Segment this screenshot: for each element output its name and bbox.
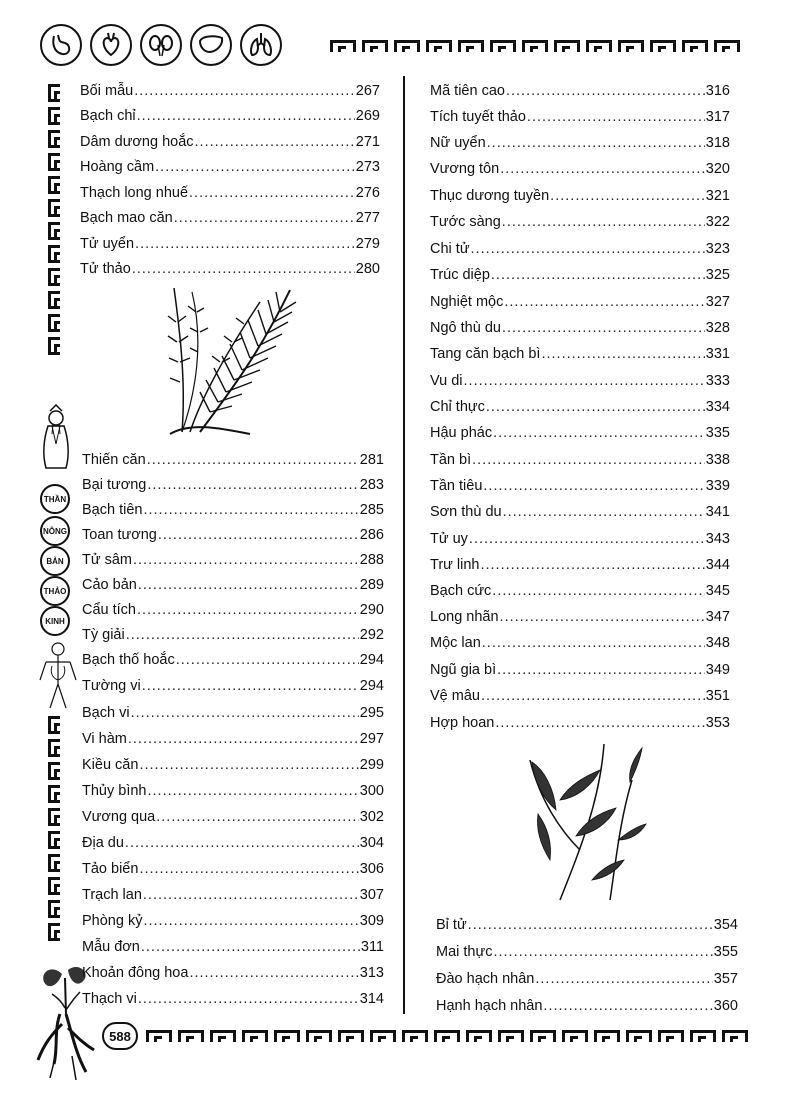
list-item: Cẩu tích ..... 290 (82, 601, 384, 619)
list-item: Vi hàm ..... 297 (82, 730, 384, 748)
side-badge-ban: BẢN (40, 546, 70, 576)
list-item: Trúc diệp ..... 325 (430, 266, 730, 284)
list-item: Tử uy ..... 343 (430, 530, 730, 548)
stomach-icon (40, 24, 82, 66)
list-item: Mai thực ..... 355 (436, 943, 738, 961)
top-border-pattern (330, 40, 740, 54)
list-item: Toan tương ..... 286 (82, 526, 384, 544)
list-item: Bạch mao căn ..... 277 (80, 209, 380, 227)
list-item: Vu di ..... 333 (430, 372, 730, 390)
list-item: Mã tiên cao ..... 316 (430, 82, 730, 100)
list-item: Bạch thố hoắc ..... 294 (82, 651, 384, 669)
ginseng-root-illustration (32, 964, 100, 1084)
list-item: Chỉ thực ..... 334 (430, 398, 730, 416)
list-item: Tang căn bạch bì ..... 331 (430, 345, 730, 363)
list-item: Bạch vi ..... 295 (82, 704, 384, 722)
bottom-border-pattern (146, 1030, 748, 1044)
anatomy-figure-icon (36, 640, 80, 710)
lungs-icon (240, 24, 282, 66)
list-item: Tử sâm ..... 288 (82, 551, 384, 569)
list-item: Chi tử ..... 323 (430, 240, 730, 258)
side-badge-nong: NÔNG (40, 516, 70, 546)
list-item: Ngô thù du ..... 328 (430, 319, 730, 337)
list-item: Tần bì ..... 338 (430, 451, 730, 469)
list-item: Bạch tiên ..... 285 (82, 501, 384, 519)
list-item: Long nhãn ..... 347 (430, 608, 730, 626)
list-item: Phòng kỷ ..... 309 (82, 912, 384, 930)
list-item: Hạnh hạch nhân ..... 360 (436, 997, 738, 1015)
list-item: Thủy bình ..... 300 (82, 782, 384, 800)
list-item: Thạch vi ..... 314 (82, 990, 384, 1008)
list-item: Vệ mâu ..... 351 (430, 687, 730, 705)
list-item: Nghiệt mộc ..... 327 (430, 293, 730, 311)
list-item: Bối mẫu ..... 267 (80, 82, 380, 100)
list-item: Hợp hoan ..... 353 (430, 714, 730, 732)
list-item: Bỉ tử ..... 354 (436, 916, 738, 934)
list-item: Địa du ..... 304 (82, 834, 384, 852)
list-item: Mộc lan ..... 348 (430, 634, 730, 652)
list-item: Trạch lan ..... 307 (82, 886, 384, 904)
list-item: Bại tương ..... 283 (82, 476, 384, 494)
organ-icon-row (40, 24, 282, 66)
column-divider (403, 76, 405, 1014)
list-item: Trư linh ..... 344 (430, 556, 730, 574)
list-item: Cảo bản ..... 289 (82, 576, 384, 594)
list-item: Kiều căn ..... 299 (82, 756, 384, 774)
side-badge-than: THẦN (40, 484, 70, 514)
list-item: Tần tiêu ..... 339 (430, 477, 730, 495)
page-number: 588 (102, 1022, 138, 1050)
list-item: Tích tuyết thảo ..... 317 (430, 108, 730, 126)
kidney-icon (140, 24, 182, 66)
list-item: Đào hạch nhân ..... 357 (436, 970, 738, 988)
list-item: Tường vi ..... 294 (82, 677, 384, 695)
list-item: Vương qua ..... 302 (82, 808, 384, 826)
list-item: Nữ uyển ..... 318 (430, 134, 730, 152)
side-badge-kinh: KINH (40, 606, 70, 636)
list-item: Dâm dương hoắc ..... 271 (80, 133, 380, 151)
scholar-figure-icon (38, 404, 74, 470)
list-item: Tước sàng ..... 322 (430, 213, 730, 231)
plant-branch-illustration (520, 740, 650, 910)
list-item: Sơn thù du ..... 341 (430, 503, 730, 521)
list-item: Tảo biển ..... 306 (82, 860, 384, 878)
liver-icon (190, 24, 232, 66)
list-item: Thiến căn ..... 281 (82, 451, 384, 469)
list-item: Thục dương tuyền ..... 321 (430, 187, 730, 205)
side-badge-thao: THẢO (40, 576, 70, 606)
list-item: Hậu phác ..... 335 (430, 424, 730, 442)
list-item: Vương tôn ..... 320 (430, 160, 730, 178)
left-border-pattern-lower (48, 716, 62, 941)
heart-icon (90, 24, 132, 66)
list-item: Bạch cức ..... 345 (430, 582, 730, 600)
list-item: Mẫu đơn ..... 311 (82, 938, 384, 956)
list-item: Khoản đông hoa ..... 313 (82, 964, 384, 982)
list-item: Tử uyển ..... 279 (80, 235, 380, 253)
list-item: Tỳ giải ..... 292 (82, 626, 384, 644)
list-item: Hoàng cầm ..... 273 (80, 158, 380, 176)
list-item: Ngũ gia bì ..... 349 (430, 661, 730, 679)
list-item: Bạch chỉ ..... 269 (80, 107, 380, 125)
list-item: Thạch long nhuế ..... 276 (80, 184, 380, 202)
left-border-pattern-upper (48, 84, 62, 355)
list-item: Tử thảo ..... 280 (80, 260, 380, 278)
fern-illustration (160, 282, 310, 442)
